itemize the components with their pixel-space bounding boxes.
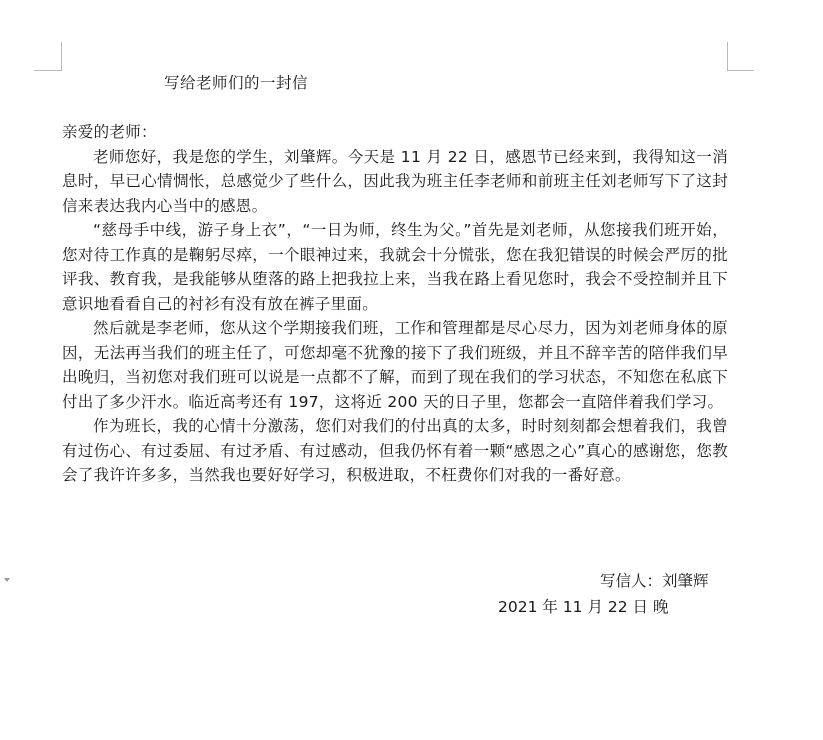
- letter-title: 写给老师们的一封信: [164, 74, 309, 92]
- crop-mark-top-right-horizontal: [727, 70, 754, 71]
- paragraph-1: 老师您好，我是您的学生，刘肇辉。今天是 11 月 22 日，感恩节已经来到，我得知这一消息时，早已心情惆怅，总感觉少了些什么，因此我为班主任李老师和前班主任刘老师写下了这封信来表达我内心当中的感恩。: [62, 147, 728, 215]
- crop-mark-top-right-vertical: [727, 42, 728, 71]
- letter-greeting: 亲爱的老师：: [62, 123, 157, 141]
- paragraph-2: “慈母手中线，游子身上衣”，“一日为师，终生为父。”首先是刘老师，从您接我们班开始，您对待工作真的是鞠躬尽瘁，一个眼神过来，我就会十分慌张，您在我犯错误的时候会严厉的批评我、教育我，是我能够从堕落的路上把我拉上来，当我在路上看见您时，我会不受控制并且下意识地看看自己的衬衫有没有放在裤子里面。: [62, 221, 728, 313]
- margin-marker-icon: [4, 578, 10, 582]
- crop-mark-top-left-horizontal: [34, 70, 62, 71]
- crop-mark-top-left-vertical: [61, 42, 62, 71]
- paragraph-4: 作为班长，我的心情十分激荡，您们对我们的付出真的太多，时时刻刻都会想着我们，我曾有过伤心、有过委屈、有过矛盾、有过感动，但我仍怀有着一颗“感恩之心”真心的感谢您，您教会了我许许多多，当然我也要好好学习，积极进取，不枉费你们对我的一番好意。: [62, 417, 728, 484]
- letter-body: [62, 120, 728, 488]
- letter-signer: 写信人：刘肇辉: [600, 572, 709, 590]
- letter-date: 2021 年 11 月 22 日 晚: [498, 598, 669, 616]
- paragraph-3: 然后就是李老师，您从这个学期接我们班，工作和管理都是尽心尽力，因为刘老师身体的原因，无法再当我们的班主任了，可您却毫不犹豫的接下了我们班级，并且不辞辛苦的陪伴我们早出晚归，当初您对我们班可以说是一点都不了解，而到了现在我们的学习状态，不知您在私底下付出了多少汗水。临近高考还有 197，这将近 200 天的日子里，您都会一直陪伴着我们学习。: [62, 319, 728, 411]
